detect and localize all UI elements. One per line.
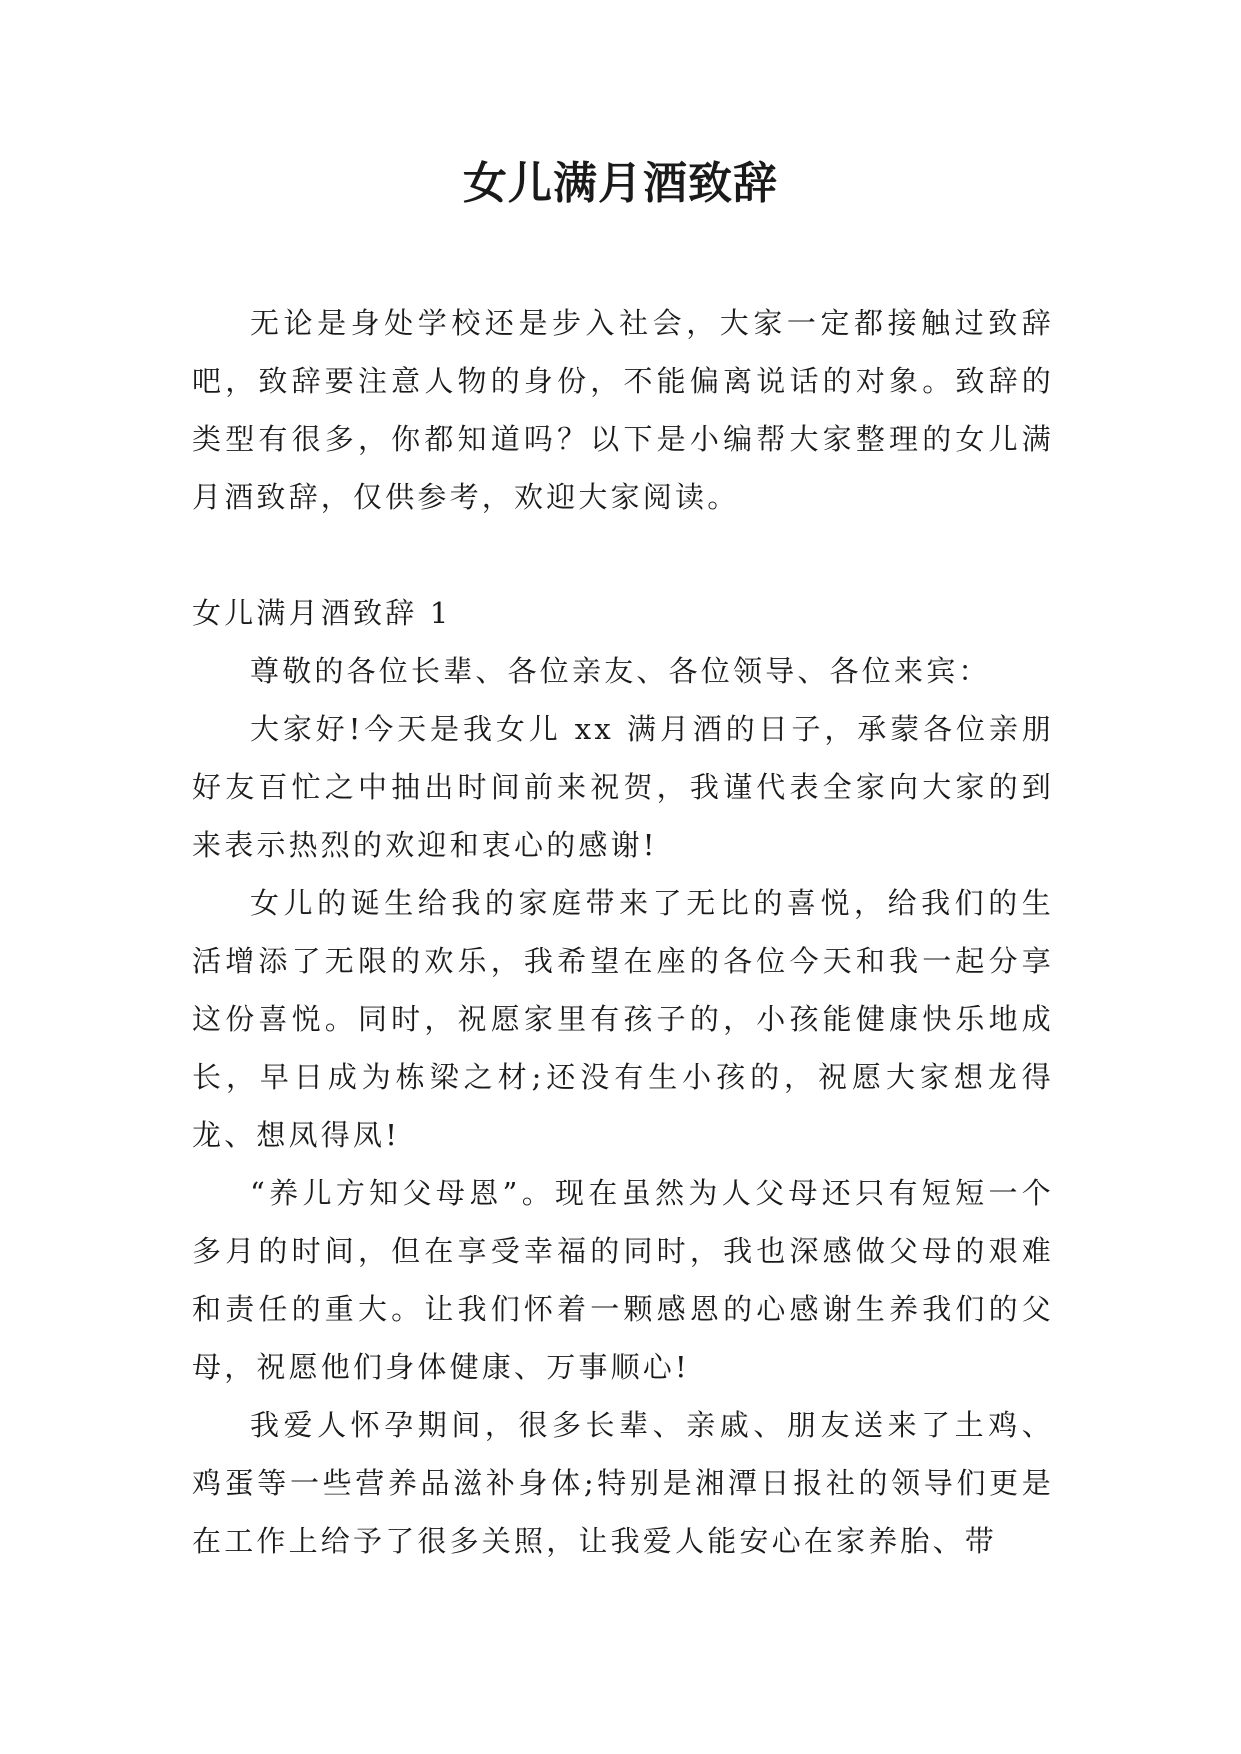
body-paragraph: “养儿方知父母恩”。现在虽然为人父母还只有短短一个多月的时间，但在享受幸福的同时，我也深感做父母的艰难和责任的重大。让我们怀着一颗感恩的心感谢生养我们的父母，祝愿他们身体健康、万事顺心! <box>192 1176 1054 1384</box>
body-paragraph: 我爱人怀孕期间，很多长辈、亲戚、朋友送来了土鸡、鸡蛋等一些营养品滋补身体;特别是湘潭日报社的领导们更是在工作上给予了很多关照，让我爱人能安心在家养胎、带 <box>192 1408 1054 1558</box>
body-paragraph: 大家好!今天是我女儿 xx 满月酒的日子，承蒙各位亲朋好友百忙之中抽出时间前来祝贺，我谨代表全家向大家的到来表示热烈的欢迎和衷心的感谢! <box>192 712 1054 862</box>
intro-paragraph: 无论是身处学校还是步入社会，大家一定都接触过致辞吧，致辞要注意人物的身份，不能偏离说话的对象。致辞的类型有很多，你都知道吗？以下是小编帮大家整理的女儿满月酒致辞，仅供参考，欢迎大家阅读。 <box>192 306 1054 514</box>
section-heading: 女儿满月酒致辞 1 <box>192 596 452 630</box>
body-paragraph: 女儿的诞生给我的家庭带来了无比的喜悦，给我们的生活增添了无限的欢乐，我希望在座的各位今天和我一起分享这份喜悦。同时，祝愿家里有孩子的，小孩能健康快乐地成长，早日成为栋梁之材;还没有生小孩的，祝愿大家想龙得龙、想凤得凤! <box>192 886 1054 1152</box>
document-body <box>192 294 1054 1570</box>
salutation-paragraph: 尊敬的各位长辈、各位亲友、各位领导、各位来宾： <box>250 654 991 688</box>
paragraph-gap <box>192 526 1054 584</box>
document-title: 女儿满月酒致辞 <box>463 158 778 209</box>
